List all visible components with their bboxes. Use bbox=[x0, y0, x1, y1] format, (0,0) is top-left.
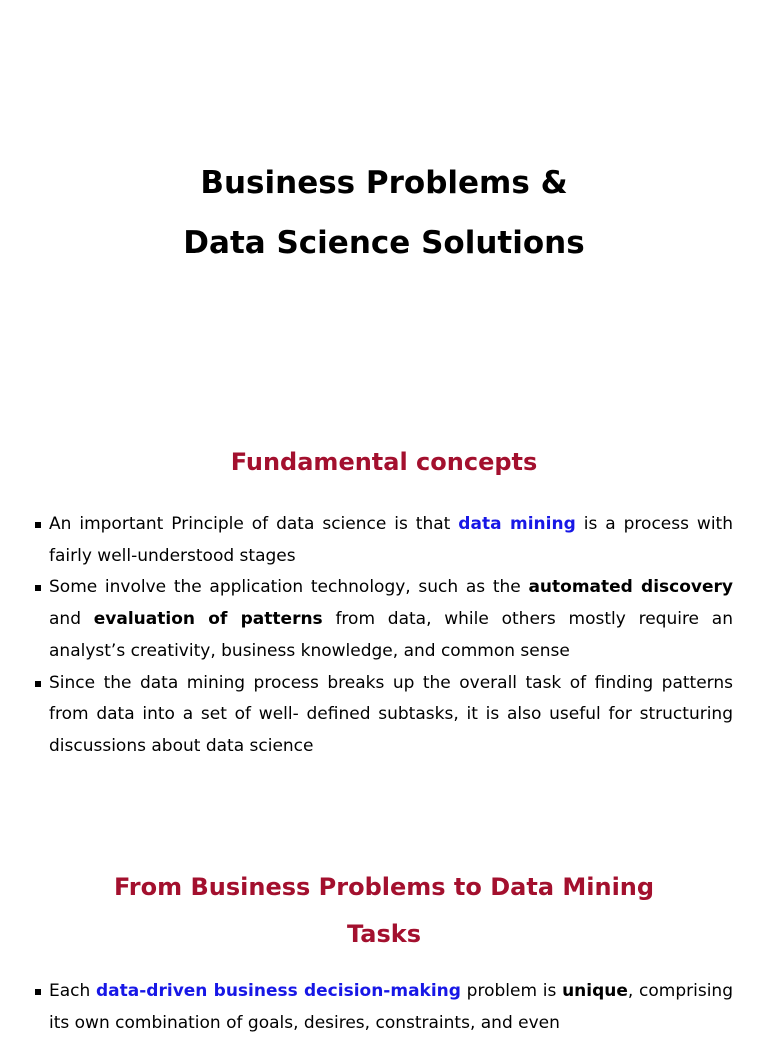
bullet-text: problem is bbox=[460, 981, 563, 1001]
bullet-text: , comprising its own combination of goals, desires, constraints, and even bbox=[49, 981, 733, 1033]
highlight-term: data-driven business decision-making bbox=[96, 981, 461, 1001]
fundamental-concepts-list bbox=[34, 509, 733, 763]
bullet-text: and bbox=[49, 609, 94, 630]
bold-term: unique bbox=[562, 981, 628, 1001]
bullet-text: Some involve the application technology, such as the bbox=[49, 577, 529, 598]
bullet-item bbox=[34, 668, 733, 763]
bullet-text: Since the data mining process breaks up the overall task of finding patterns from data into a set of well- defined subtasks, it is also useful for structuring discussions about data science bbox=[49, 672, 733, 756]
highlight-term: data mining bbox=[458, 514, 576, 534]
bold-term: evaluation of patterns bbox=[93, 609, 323, 630]
document-title-line-2: Data Science Solutions bbox=[183, 225, 585, 261]
section-heading-fundamental-concepts: Fundamental concepts bbox=[230, 448, 538, 476]
bullet-item bbox=[34, 976, 733, 1039]
bold-term: automated discovery bbox=[528, 577, 733, 598]
bullet-text: is a process with fairly well-understood stages bbox=[49, 514, 733, 566]
bullet-text: Each bbox=[49, 981, 97, 1001]
section-heading-business-problems-line-1: From Business Problems to Data Mining bbox=[113, 873, 655, 901]
bullet-item bbox=[34, 572, 733, 667]
business-problems-list bbox=[34, 976, 733, 1039]
bullet-text: An important Principle of data science is that bbox=[49, 514, 459, 534]
bullet-item bbox=[34, 509, 733, 572]
bullet-text: from data, while others mostly require an analyst’s creativity, business knowledge, and common sense bbox=[49, 609, 733, 661]
document-title-line-1: Business Problems & bbox=[200, 165, 568, 201]
section-heading-business-problems-line-2: Tasks bbox=[346, 920, 421, 948]
